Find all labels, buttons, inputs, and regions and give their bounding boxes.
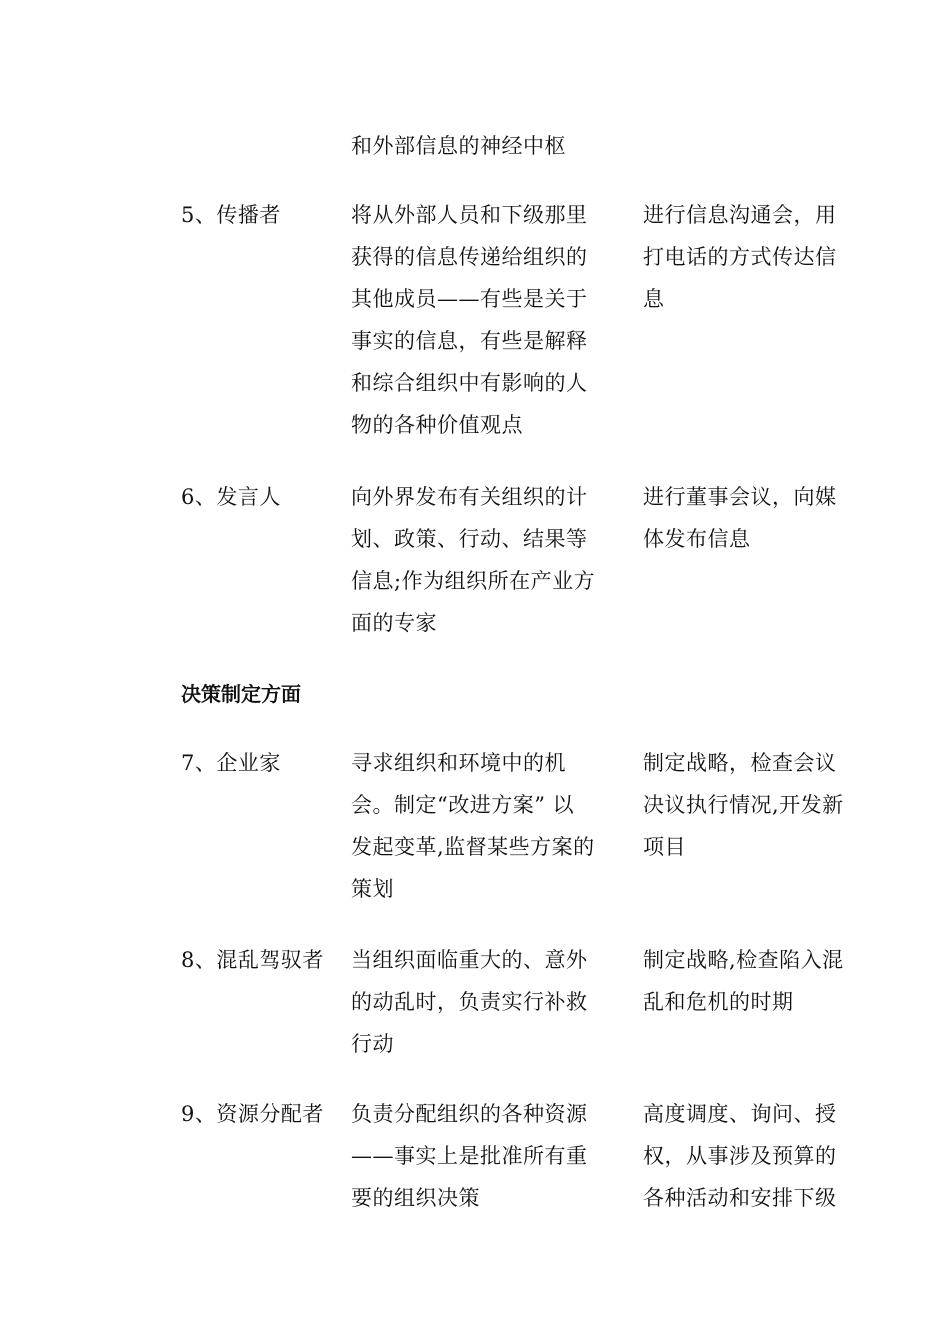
description-line: 划、政策、行动、结果等: [351, 527, 588, 551]
description-line: 物的各种价值观点: [351, 413, 523, 437]
description-line: 策划: [351, 877, 394, 901]
role-label-7: 7、企业家: [181, 751, 281, 775]
activity-line: 打电话的方式传达信: [643, 245, 837, 269]
section-heading-decision-making: 决策制定方面: [181, 682, 301, 706]
activity-line: 项目: [643, 835, 686, 859]
description-line: 当组织面临重大的、意外: [351, 948, 588, 972]
activity-line: 进行董事会议，向媒: [643, 485, 837, 509]
role-label-9: 9、资源分配者: [181, 1102, 324, 1126]
description-line: 面的专家: [351, 611, 437, 635]
activity-line: 息: [643, 287, 665, 311]
description-line: 的动乱时，负责实行补救: [351, 990, 588, 1014]
activity-line: 权，从事涉及预算的: [643, 1144, 837, 1168]
description-line: 会。制定“改进方案” 以: [351, 793, 575, 817]
description-line: 行动: [351, 1032, 394, 1056]
activity-line: 各种活动和安排下级: [643, 1186, 837, 1210]
description-line: 向外界发布有关组织的计: [351, 485, 588, 509]
activity-line: 制定战略,检查陷入混: [643, 948, 844, 972]
activity-line: 乱和危机的时期: [643, 990, 794, 1014]
role-description-8: [351, 939, 621, 1065]
description-line: 和综合组织中有影响的人: [351, 371, 588, 395]
role-description-7: [351, 742, 621, 910]
continuation-text: 和外部信息的神经中枢: [351, 134, 566, 158]
activity-line: 制定战略，检查会议: [643, 751, 837, 775]
description-line: 发起变革,监督某些方案的: [351, 835, 595, 859]
role-activities-5: [643, 194, 858, 320]
role-description-6: [351, 476, 621, 644]
role-description-5: [351, 194, 621, 446]
description-line: 要的组织决策: [351, 1186, 480, 1210]
activity-line: 进行信息沟通会，用: [643, 203, 837, 227]
description-line: 将从外部人员和下级那里: [351, 203, 588, 227]
description-line: 其他成员——有些是关于: [351, 287, 588, 311]
description-line: 获得的信息传递给组织的: [351, 245, 588, 269]
description-line: 负责分配组织的各种资源: [351, 1102, 588, 1126]
role-activities-8: [643, 939, 858, 1023]
description-line: 寻求组织和环境中的机: [351, 751, 566, 775]
role-activities-9: [643, 1093, 858, 1219]
description-line: 事实的信息，有些是解释: [351, 329, 588, 353]
role-label-5: 5、传播者: [181, 203, 281, 227]
activity-line: 决议执行情况,开发新: [643, 793, 844, 817]
role-activities-6: [643, 476, 858, 560]
role-description-9: [351, 1093, 621, 1219]
activity-line: 体发布信息: [643, 527, 751, 551]
activity-line: 高度调度、询问、授: [643, 1102, 837, 1126]
role-label-8: 8、混乱驾驭者: [181, 948, 324, 972]
description-line: 信息;作为组织所在产业方: [351, 569, 596, 593]
description-line: ——事实上是批准所有重: [351, 1144, 588, 1168]
role-label-6: 6、发言人: [181, 485, 281, 509]
role-activities-7: [643, 742, 858, 868]
